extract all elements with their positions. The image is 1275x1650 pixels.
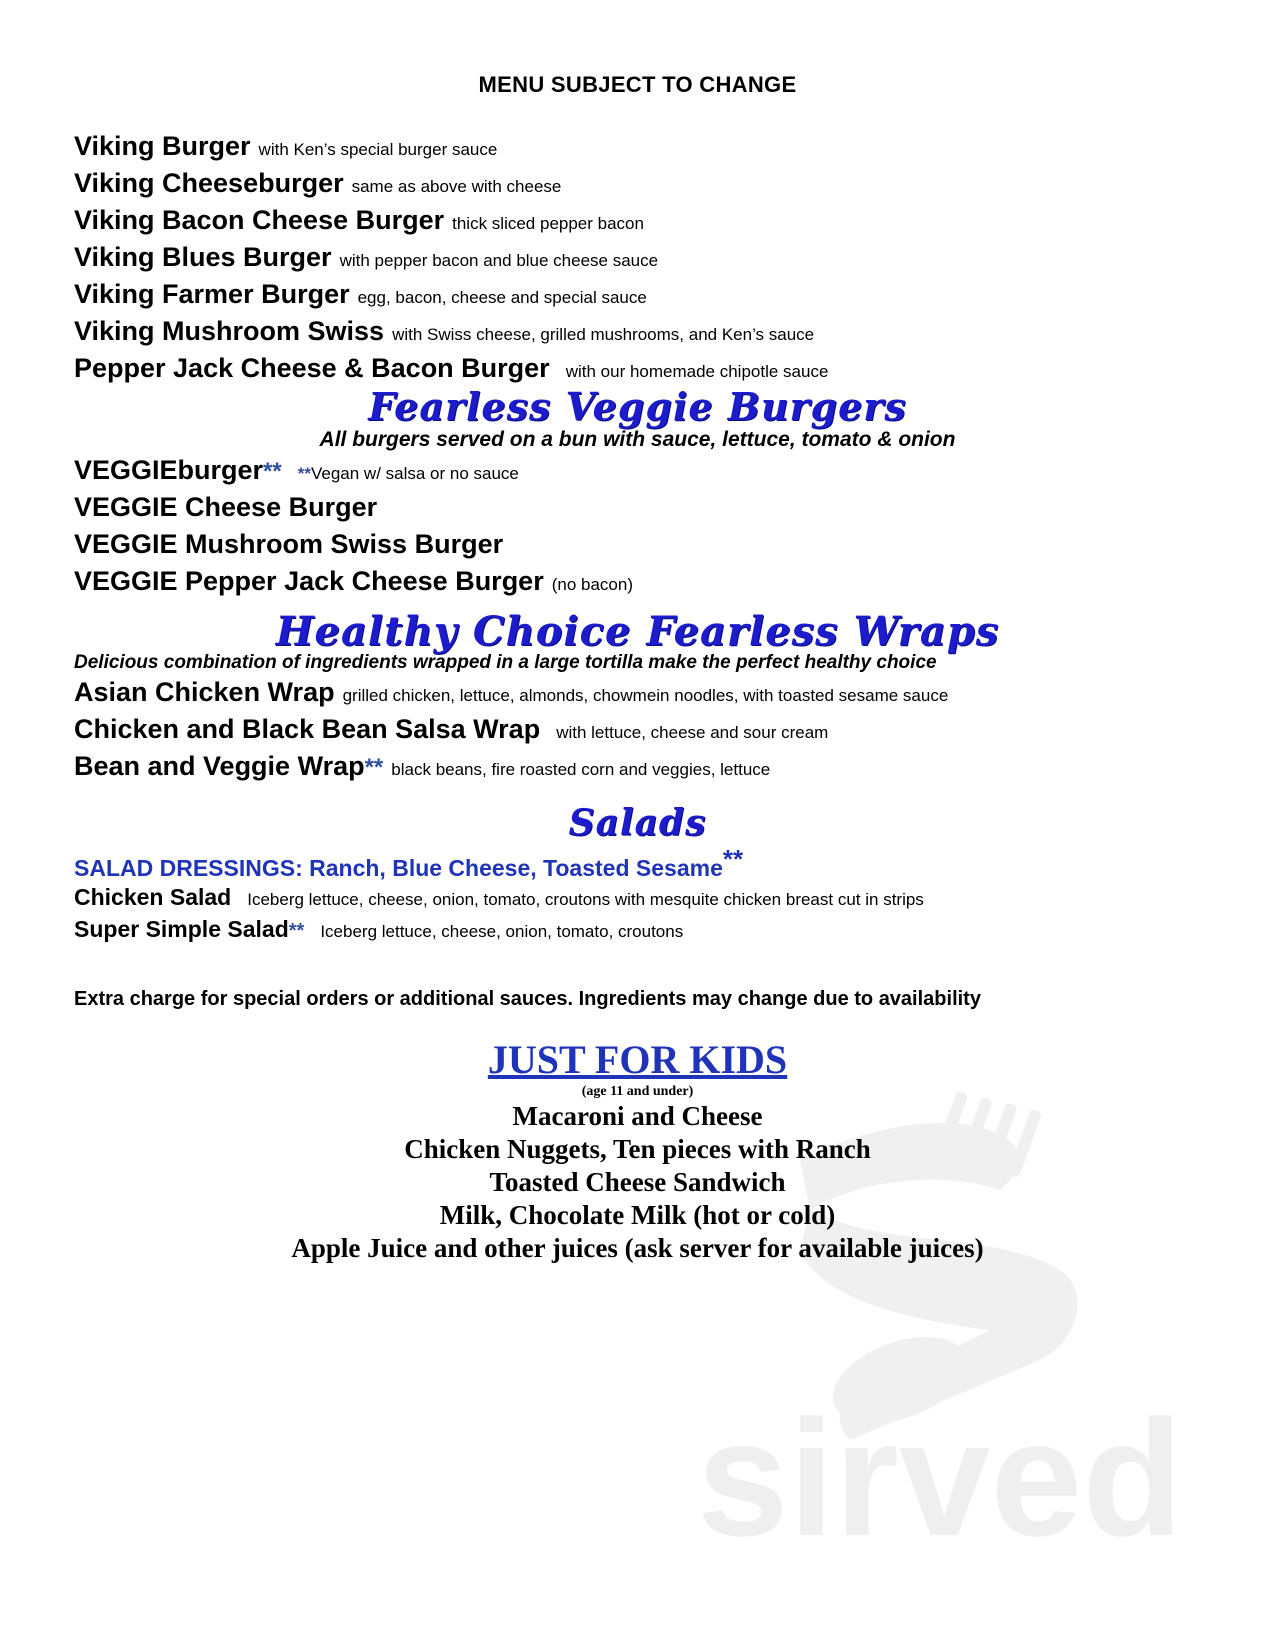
item-description: with our homemade chipotle sauce — [565, 362, 829, 381]
list-item — [74, 315, 1224, 352]
list-item: Chicken Nuggets, Ten pieces with Ranch — [404, 1134, 871, 1164]
menu-notice: MENU SUBJECT TO CHANGE — [478, 72, 797, 97]
item-name: Pepper Jack Cheese & Bacon Burger — [74, 353, 550, 383]
list-item: Toasted Cheese Sandwich — [489, 1167, 786, 1197]
item-name: VEGGIEburger — [74, 455, 264, 485]
burger-list — [74, 130, 1224, 389]
item-name: VEGGIE Mushroom Swiss Burger — [74, 529, 504, 559]
item-name: Viking Cheeseburger — [74, 168, 344, 198]
salad-dressings-label: SALAD DRESSINGS: Ranch, Blue Cheese, Toasted Sesame — [74, 855, 723, 881]
watermark-text: sirved — [696, 1386, 1184, 1550]
list-item — [74, 204, 1224, 241]
item-description — [298, 464, 519, 483]
list-item — [74, 491, 1224, 528]
vegan-marker: ** — [364, 754, 384, 781]
list-item — [74, 167, 1224, 204]
item-name: Viking Blues Burger — [74, 242, 332, 272]
item-description: Iceberg lettuce, cheese, onion, tomato, croutons — [320, 922, 684, 941]
wraps-list — [74, 676, 1224, 787]
list-item — [74, 528, 1224, 565]
item-description: (no bacon) — [551, 575, 633, 594]
item-description: grilled chicken, lettuce, almonds, chowmein noodles, with toasted sesame sauce — [342, 686, 949, 705]
list-item: Milk, Chocolate Milk (hot or cold) — [439, 1200, 836, 1230]
wraps-heading: Healthy Choice Fearless Wraps — [275, 608, 1000, 655]
item-name: Chicken Salad — [74, 884, 232, 910]
item-description: egg, bacon, cheese and special sauce — [357, 288, 647, 307]
item-name: VEGGIE Pepper Jack Cheese Burger — [74, 566, 544, 596]
veggie-list — [74, 454, 1224, 602]
item-name: VEGGIE Cheese Burger — [74, 492, 378, 522]
item-description: with Swiss cheese, grilled mushrooms, and Ken’s sauce — [392, 325, 815, 344]
salad-dressings — [74, 844, 744, 883]
item-name: Viking Mushroom Swiss — [74, 316, 385, 346]
wraps-subtitle: Delicious combination of ingredients wrapped in a large tortilla make the perfect healthy choice — [74, 652, 937, 673]
salads-list — [74, 883, 1224, 947]
item-name: Viking Burger — [74, 131, 251, 161]
item-description: Iceberg lettuce, cheese, onion, tomato, croutons with mesquite chicken breast cut in strips — [247, 890, 924, 909]
vegan-marker: ** — [288, 920, 305, 942]
item-description-text: Vegan w/ salsa or no sauce — [310, 464, 519, 483]
item-description: black beans, fire roasted corn and veggies, lettuce — [391, 760, 771, 779]
vegan-marker: ** — [297, 464, 311, 483]
list-item — [74, 454, 1224, 491]
item-name: Viking Farmer Burger — [74, 279, 350, 309]
item-description: same as above with cheese — [351, 177, 562, 196]
list-item — [74, 676, 1224, 713]
item-name: Bean and Veggie Wrap — [74, 751, 365, 781]
item-name: Super Simple Salad — [74, 916, 289, 942]
item-name: Viking Bacon Cheese Burger — [74, 205, 445, 235]
list-item — [74, 278, 1224, 315]
vegan-marker: ** — [722, 844, 744, 874]
item-name: Chicken and Black Bean Salsa Wrap — [74, 714, 541, 744]
item-description: thick sliced pepper bacon — [452, 214, 644, 233]
list-item: Apple Juice and other juices (ask server for available juices) — [291, 1233, 984, 1263]
item-description: with lettuce, cheese and sour cream — [556, 723, 829, 742]
kids-heading: JUST FOR KIDS — [487, 1037, 788, 1082]
list-item — [74, 713, 1224, 750]
list-item — [74, 130, 1224, 167]
list-item — [74, 883, 1224, 915]
list-item — [74, 915, 1224, 947]
item-description: with pepper bacon and blue cheese sauce — [339, 251, 659, 270]
list-item — [74, 565, 1224, 602]
list-item — [74, 750, 1224, 787]
kids-list — [0, 1100, 1275, 1265]
salads-heading: Salads — [568, 802, 707, 844]
kids-age-note: (age 11 and under) — [581, 1084, 694, 1099]
list-item: Macaroni and Cheese — [512, 1101, 763, 1131]
list-item — [74, 241, 1224, 278]
veggie-heading: Fearless Veggie Burgers — [368, 384, 907, 429]
veggie-subtitle: All burgers served on a bun with sauce, lettuce, tomato & onion — [319, 428, 956, 451]
item-name: Asian Chicken Wrap — [74, 677, 335, 707]
extra-charge-note: Extra charge for special orders or additional sauces. Ingredients may change due to availability — [74, 988, 981, 1010]
vegan-marker: ** — [263, 458, 282, 485]
item-description: with Ken’s special burger sauce — [258, 140, 498, 159]
